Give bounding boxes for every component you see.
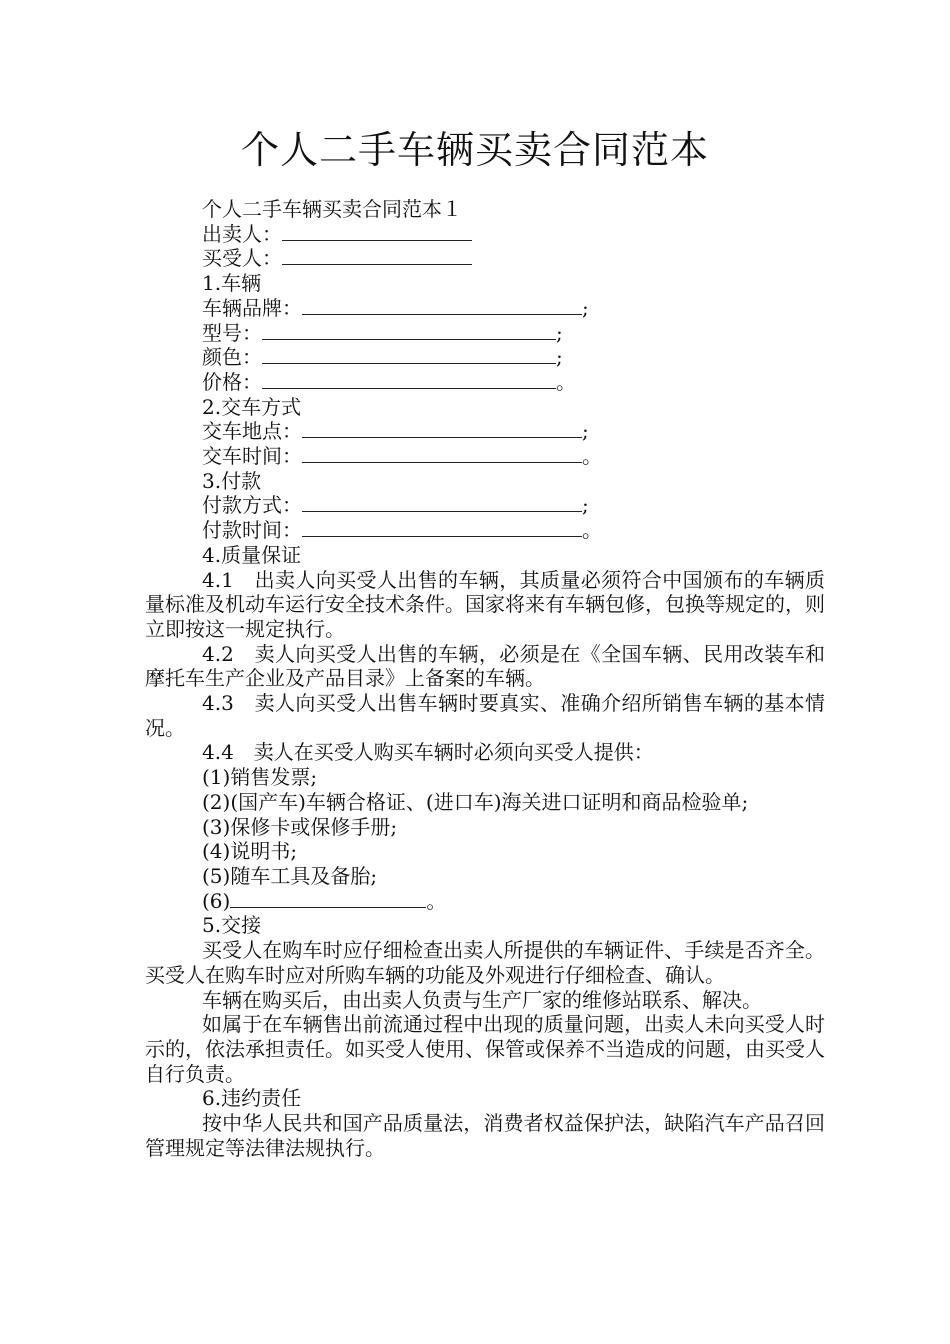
clause-4-2: 4.2 卖人向买受人出售的车辆，必须是在《全国车辆、民用改装车和摩托车生产企业及产品目录》上备案的车辆。 <box>145 641 825 691</box>
list-item: (5)随车工具及备胎; <box>202 863 378 888</box>
section-heading: 2.交车方式 <box>202 394 302 419</box>
brand-field <box>145 296 825 321</box>
punctuation: 。 <box>582 444 602 469</box>
punctuation: 。 <box>426 888 447 913</box>
brand-label: 车辆品牌： <box>202 295 302 320</box>
punctuation: 。 <box>582 518 602 543</box>
seller-field <box>145 222 825 247</box>
price-field <box>145 370 825 395</box>
delivery-time-blank <box>302 444 582 463</box>
price-label: 价格： <box>202 369 262 394</box>
payment-time-field <box>145 518 825 543</box>
payment-time-blank <box>302 518 582 537</box>
item6-prefix: (6) <box>202 888 231 913</box>
delivery-place-field <box>145 419 825 444</box>
clause-6-1: 按中华人民共和国产品质量法，消费者权益保护法，缺陷汽车产品召回管理规定等法律法规执行。 <box>145 1111 825 1160</box>
list-item: (2)(国产车)车辆合格证、(进口车)海关进口证明和商品检验单; <box>202 789 749 814</box>
clause-5-1: 买受人在购车时应仔细检查出卖人所提供的车辆证件、手续是否齐全。 买受人在购车时应对所购车辆的功能及外观进行仔细检查、确认。 <box>145 938 825 987</box>
price-blank <box>262 370 556 389</box>
punctuation: ; <box>582 295 589 320</box>
punctuation: ; <box>582 493 589 518</box>
section-heading: 1.车辆 <box>202 271 262 296</box>
buyer-label: 买受人： <box>202 246 282 271</box>
payment-method-blank <box>302 493 582 512</box>
payment-method-label: 付款方式： <box>202 493 302 518</box>
item6-blank <box>230 889 426 908</box>
section-heading: 3.付款 <box>202 468 262 493</box>
list-item: (4)说明书; <box>202 839 298 864</box>
list-item: (3)保修卡或保修手册; <box>202 814 398 839</box>
payment-time-label: 付款时间： <box>202 518 302 543</box>
section-heading: 6.违约责任 <box>202 1086 302 1111</box>
seller-label: 出卖人： <box>202 221 282 246</box>
model-label: 型号： <box>202 320 262 345</box>
clause-4-4: 4.4 卖人在买受人购买车辆时必须向买受人提供： <box>202 740 654 765</box>
list-item: (1)销售发票; <box>202 765 318 790</box>
clause-4-1: 4.1 出卖人向买受人出售的车辆，其质量必须符合中国颁布的车辆质量标准及机动车运行安全技术条件。国家将来有车辆包修，包换等规定的，则立即按这一规定执行。 <box>145 567 825 641</box>
clause-5-3: 如属于在车辆售出前流通过程中出现的质量问题，出卖人未向买受人时示的，依法承担责任。如买受人使用、保管或保养不当造成的问题，由买受人自行负责。 <box>145 1012 825 1086</box>
section-heading: 4.质量保证 <box>202 542 302 567</box>
clause-5-2: 车辆在购买后，由出卖人负责与生产厂家的维修站联系、解决。 <box>202 987 762 1012</box>
color-blank <box>262 345 556 364</box>
model-blank <box>262 321 556 340</box>
punctuation: ; <box>556 345 563 370</box>
contract-subtitle: 个人二手车辆买卖合同范本１ <box>202 197 462 221</box>
buyer-blank <box>282 246 472 265</box>
buyer-field <box>145 246 825 271</box>
punctuation: ; <box>556 320 563 345</box>
clause-4-3: 4.3 卖人向买受人出售车辆时要真实、准确介绍所销售车辆的基本情况。 <box>145 691 825 740</box>
punctuation: ; <box>582 419 589 444</box>
color-label: 颜色： <box>202 345 262 370</box>
delivery-time-label: 交车时间： <box>202 444 302 469</box>
document-title: 个人二手车辆买卖合同范本 <box>240 128 709 172</box>
list-item <box>145 889 825 914</box>
payment-method-field <box>145 493 825 518</box>
delivery-place-blank <box>302 419 582 438</box>
document-body <box>145 197 825 1160</box>
punctuation: 。 <box>556 369 576 394</box>
color-field <box>145 345 825 370</box>
section-heading: 5.交接 <box>202 913 262 938</box>
seller-blank <box>282 222 472 241</box>
delivery-place-label: 交车地点： <box>202 419 302 444</box>
brand-blank <box>302 296 582 315</box>
delivery-time-field <box>145 444 825 469</box>
model-field <box>145 321 825 346</box>
